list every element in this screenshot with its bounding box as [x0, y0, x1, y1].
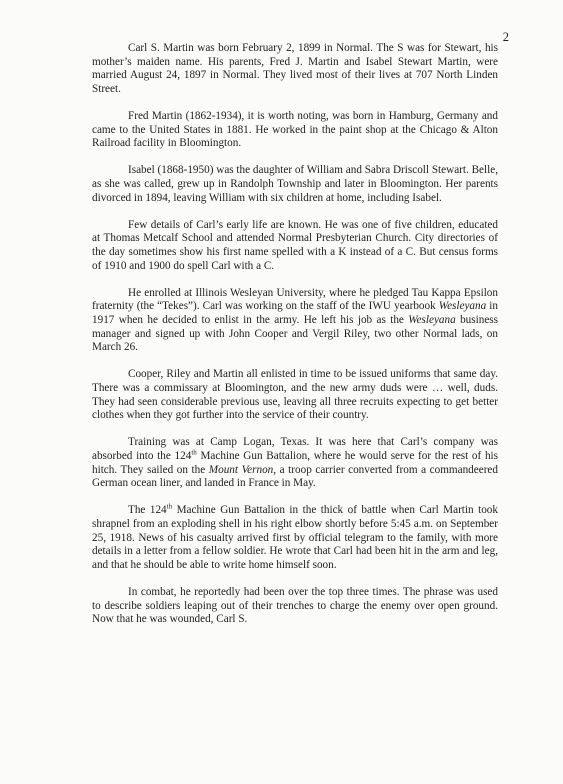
paragraph — [92, 504, 498, 573]
paragraph — [92, 436, 498, 491]
document-body — [92, 42, 498, 627]
text-run: , a troop carrier converted from a commandeered German ocean liner, and landed in France in May. — [92, 463, 498, 490]
text-run: Carl S. Martin was born February 2, 1899 in Normal. The S was for Stewart, his mother’s maiden name. His parents, Fred J. Martin and Isabel Stewart Martin, were married August 24, 1897 in Normal. They lived most of their lives at 707 North Linden Street. — [92, 42, 498, 96]
text-run: Machine Gun Battalion, where he would serve for the rest of his hitch. They sailed on the — [92, 450, 499, 476]
text-run: Cooper, Riley and Martin all enlisted in time to be issued uniforms that same day. There was a commissary at Bloomington, and the new army duds were … well, duds. They had seen considerable previous use, leaving all three recruits expecting to get better clothes when they got further into the service of their country. — [92, 368, 498, 422]
paragraph — [92, 287, 498, 356]
text-run: The 124 — [128, 504, 167, 517]
paragraph — [92, 586, 498, 627]
text-run: Training was at Camp Logan, Texas. It was here that Carl’s company was absorbed into the 124 — [92, 436, 498, 462]
text-run: business manager and signed up with John Cooper and Vergil Riley, two other Normal lads, on March 26. — [92, 314, 498, 354]
italic-title: Wesleyana — [408, 314, 456, 326]
text-run: Isabel (1868-1950) was the daughter of William and Sabra Driscoll Stewart. Belle, as she was called, grew up in Randolph Township and later in Bloomington. Her parents divorced in 1894, leaving William with six children at home, including Isabel. — [92, 164, 498, 204]
text-run: He enrolled at Illinois Wesleyan University, where he pledged Tau Kappa Epsilon fraternity (the “Tekes”). Carl was working on the staff of the IWU yearbook — [92, 286, 498, 313]
text-run: Fred Martin (1862-1934), it is worth noting, was born in Hamburg, Germany and came to the United States in 1881. He worked in the paint shop at the Chicago & Alton Railroad facility in Bloomington. — [92, 110, 498, 150]
page-number: 2 — [502, 30, 509, 44]
paragraph — [92, 110, 498, 151]
italic-title: Wesleyana — [438, 300, 487, 313]
paragraph — [92, 219, 498, 274]
paragraph — [92, 164, 498, 205]
paragraph — [92, 42, 498, 97]
text-run: Few details of Carl’s early life are known. He was one of five children, educated at Thomas Metcalf School and attended Normal Presbyterian Church. City directories of the day sometimes show his first name spelled with a K instead of a C. But census forms of 1910 and 1900 do spell Carl with a C. — [92, 218, 498, 272]
text-run: Machine Gun Battalion in the thick of battle when Carl Martin took shrapnel from an exploding shell in his right elbow shortly before 5:45 a.m. on September 25, 1918. News of his casualty arrived first by official telegram to the family, with more details in a letter from a fellow soldier. He wrote that Carl had been hit in the arm and leg, and that he should be able to write home himself soon. — [92, 504, 498, 572]
text-run: In combat, he reportedly had been over the top three times. The phrase was used to describe soldiers leaping out of their trenches to charge the enemy over open ground. Now that he was wounded, Carl S. — [92, 586, 498, 626]
ordinal-suffix: th — [191, 448, 197, 457]
ordinal-suffix: th — [166, 502, 173, 511]
paragraph — [92, 368, 498, 423]
text-run: in 1917 when he decided to enlist in the army. He left his job as the — [92, 300, 498, 326]
italic-ship-name: Mount Vernon — [208, 463, 274, 476]
